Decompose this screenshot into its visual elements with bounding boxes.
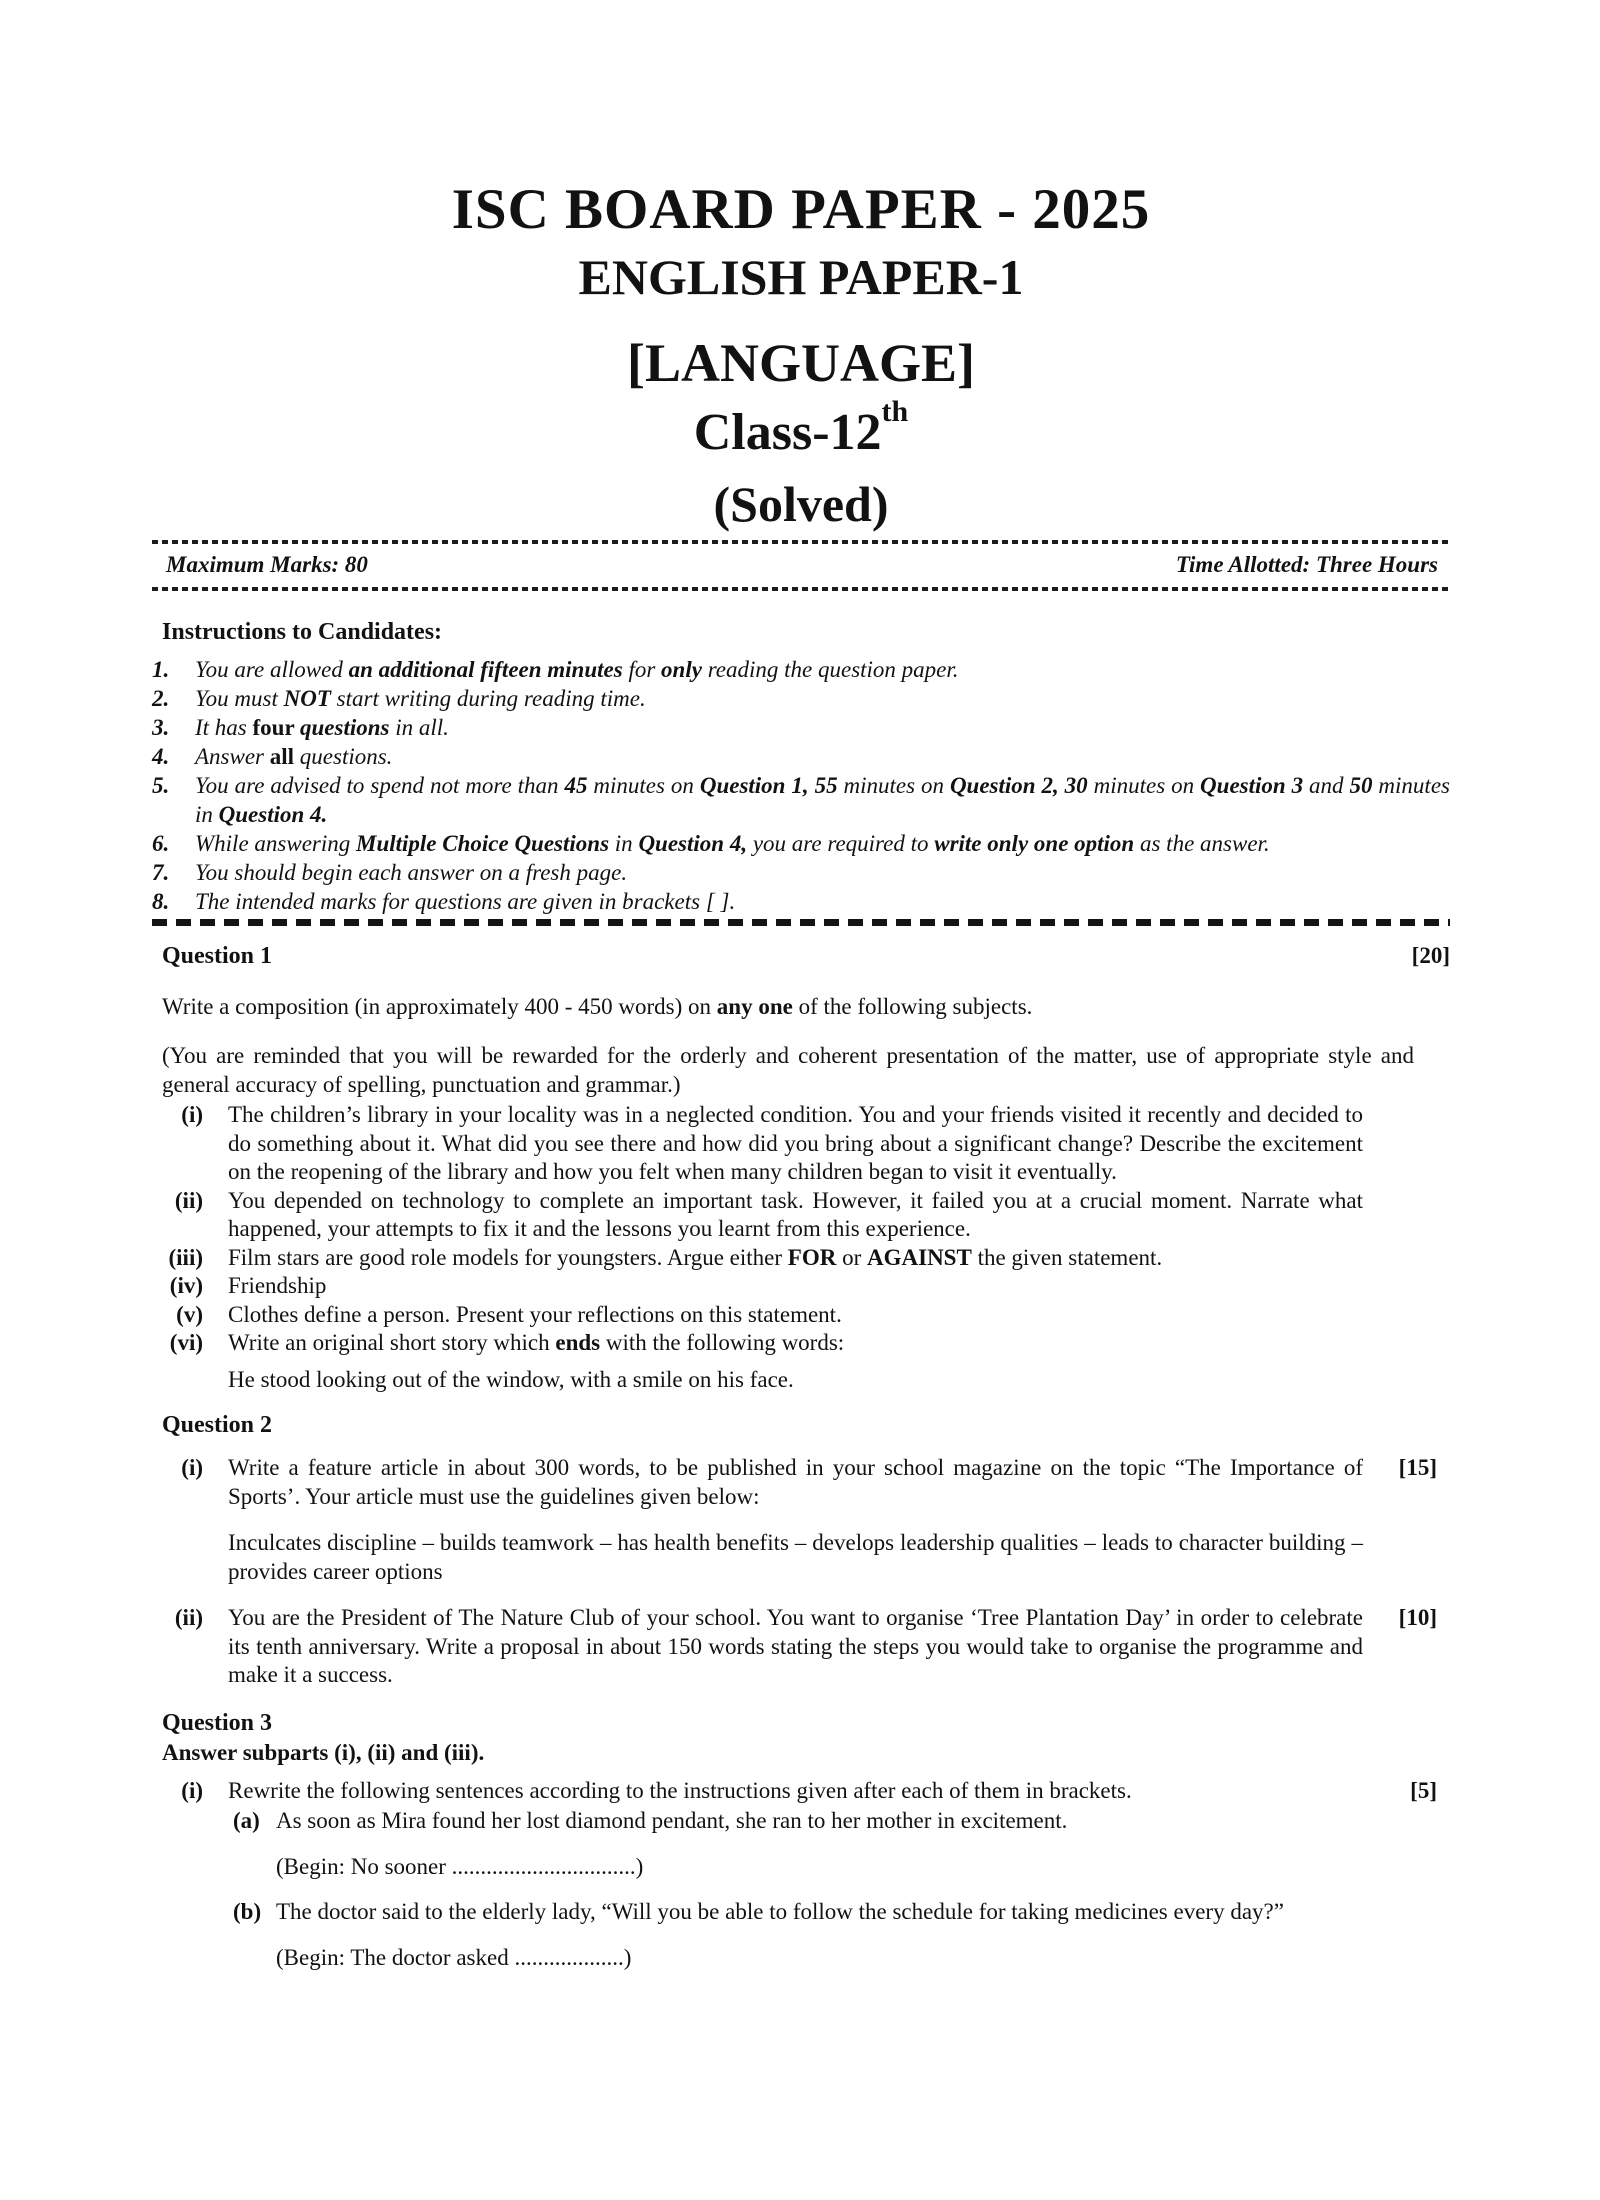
item-marks: [15]	[1398, 1455, 1437, 1480]
instruction-item	[152, 655, 1450, 684]
instruction-item	[152, 858, 1450, 887]
instruction-text: You are advised to spend not more than 45 minutes on Question 1, 55 minutes on Question 2, 30 minutes on Question 3 and 50 minutes in Question 4.	[195, 772, 1450, 827]
instruction-number: 2.	[152, 685, 170, 711]
item-text: Friendship	[228, 1273, 327, 1298]
class-ordinal-sup: th	[881, 395, 909, 428]
instruction-text: While answering Multiple Choice Questions in Question 4, you are required to write only one option as the answer.	[195, 830, 1270, 856]
instruction-number: 7.	[152, 859, 170, 885]
question-1-items	[152, 1101, 1450, 1358]
question-1-section	[152, 941, 1450, 1395]
instruction-item	[152, 771, 1450, 829]
question-3-title: Question 3	[162, 1709, 273, 1736]
section-divider-rule	[152, 919, 1450, 926]
item-marker: (i)	[181, 1777, 203, 1803]
dotted-rule-bottom	[152, 587, 1450, 591]
list-item	[152, 1244, 1450, 1273]
title-block	[152, 176, 1450, 534]
instruction-text: You should begin each answer on a fresh page.	[195, 859, 628, 885]
instructions-list	[152, 655, 1450, 916]
meta-row	[152, 544, 1450, 587]
question-1-note: (You are reminded that you will be rewarded for the orderly and coherent presentation of the matter, use of appropriate style and general accuracy of spelling, punctuation and grammar.)	[162, 1043, 1414, 1097]
item-marker: (iv)	[169, 1273, 203, 1298]
list-item	[152, 1329, 1450, 1358]
question-3-section	[152, 1708, 1450, 1990]
list-item	[152, 1604, 1450, 1690]
question-2-heading-row	[162, 1410, 1450, 1440]
instructions-section	[152, 617, 1450, 916]
item-text: You depended on technology to complete an important task. However, it failed you at a crucial moment. Narrate what happened, your attempts to fix it and the lessons you learnt from this experience.	[228, 1187, 1363, 1241]
solved-tag: (Solved)	[713, 476, 889, 532]
instruction-number: 4.	[152, 743, 170, 769]
item-marker: (i)	[181, 1455, 203, 1480]
item-text: Film stars are good role models for youngsters. Argue either FOR or AGAINST the given statement.	[228, 1244, 1163, 1270]
instruction-number: 8.	[152, 888, 170, 914]
instruction-item	[152, 713, 1450, 742]
question-2-section	[152, 1410, 1450, 1690]
question-1-heading-row	[162, 941, 1450, 971]
instruction-number: 3.	[152, 714, 170, 740]
sub-item-marker: (a)	[233, 1808, 260, 1833]
board-paper-title: ISC BOARD PAPER - 2025	[451, 178, 1151, 241]
question-1-intro: Write a composition (in approximately 400 - 450 words) on any one of the following subjects.	[162, 993, 1033, 1019]
item-text: Clothes define a person. Present your reflections on this statement.	[228, 1301, 842, 1327]
article-guidelines: Inculcates discipline – builds teamwork – has health benefits – develops leadership qualities – leads to character building – provides career options	[228, 1530, 1363, 1584]
language-tag: [LANGUAGE]	[627, 333, 975, 393]
question-3-heading-row	[162, 1708, 1450, 1738]
instruction-text: You are allowed an additional fifteen minutes for only reading the question paper.	[195, 656, 959, 682]
story-ending-line: He stood looking out of the window, with a smile on his face.	[228, 1366, 794, 1392]
time-allotted: Time Allotted: Three Hours	[1175, 552, 1438, 577]
item-marks: [10]	[1398, 1605, 1437, 1630]
begin-hint-b: (Begin: The doctor asked ...................)	[276, 1944, 632, 1970]
item-marker: (ii)	[174, 1605, 203, 1630]
instruction-item	[152, 742, 1450, 771]
instruction-number: 5.	[152, 772, 170, 798]
sub-item-text: As soon as Mira found her lost diamond pendant, she ran to her mother in excitement.	[276, 1808, 1068, 1833]
list-item	[152, 1187, 1450, 1244]
question-2-title: Question 2	[162, 1412, 273, 1438]
instruction-item	[152, 829, 1450, 858]
question-1-marks: [20]	[1411, 942, 1450, 968]
item-text	[228, 1777, 1363, 1990]
instruction-text: Answer all questions.	[195, 743, 393, 769]
question-3-items	[152, 1777, 1450, 1990]
instruction-number: 6.	[152, 830, 170, 856]
maximum-marks: Maximum Marks: 80	[166, 552, 368, 577]
instruction-number: 1.	[152, 656, 170, 682]
item-text: Write a feature article in about 300 words, to be published in your school magazine on the topic “The Importance of Sports’. Your article must use the guidelines given below:	[228, 1455, 1363, 1509]
instruction-item	[152, 887, 1450, 916]
sub-item-a	[228, 1807, 1363, 1836]
list-item	[152, 1301, 1450, 1330]
item-text: The children’s library in your locality was in a neglected condition. You and your friends visited it recently and decided to do something about it. What did you see there and how did you bring about a significant change? Describe the excitement on the reopening of the library and how you felt when many children began to visit it eventually.	[228, 1102, 1363, 1184]
instructions-heading: Instructions to Candidates:	[162, 618, 443, 645]
item-text: Write an original short story which ends with the following words:	[228, 1330, 845, 1355]
question-2-items	[152, 1454, 1450, 1690]
list-item	[152, 1101, 1450, 1187]
instruction-text: You must NOT start writing during reading time.	[195, 685, 646, 711]
sub-item-text: The doctor said to the elderly lady, “Will you be able to follow the schedule for taking medicines every day?”	[276, 1899, 1284, 1924]
instruction-text: It has four questions in all.	[195, 714, 449, 740]
sub-item-marker: (b)	[233, 1899, 262, 1924]
rewrite-instruction: Rewrite the following sentences according to the instructions given after each of them in brackets.	[228, 1777, 1132, 1803]
item-marker: (ii)	[174, 1187, 203, 1213]
question-1-title: Question 1	[162, 942, 273, 969]
sub-item-b	[228, 1898, 1363, 1927]
begin-hint-a: (Begin: No sooner ................................)	[276, 1853, 644, 1879]
instruction-item	[152, 684, 1450, 713]
subject-title: ENGLISH PAPER-1	[578, 249, 1024, 305]
class-line: Class-12th	[693, 395, 909, 461]
item-text: You are the President of The Nature Club of your school. You want to organise ‘Tree Plantation Day’ in order to celebrate its tenth anniversary. Write a proposal in about 150 words stating the steps you would take to organise the programme and make it a success.	[228, 1605, 1363, 1687]
item-marker: (vi)	[169, 1330, 203, 1355]
instruction-text: The intended marks for questions are given in brackets [ ].	[195, 888, 736, 914]
list-item	[152, 1777, 1450, 1990]
item-marks: [5]	[1410, 1777, 1437, 1803]
question-3-subheading: Answer subparts (i), (ii) and (iii).	[162, 1739, 485, 1765]
list-item	[152, 1272, 1450, 1301]
item-marker: (i)	[181, 1102, 203, 1127]
item-marker: (iii)	[168, 1244, 203, 1270]
list-item	[152, 1454, 1450, 1511]
item-marker: (v)	[176, 1301, 203, 1327]
